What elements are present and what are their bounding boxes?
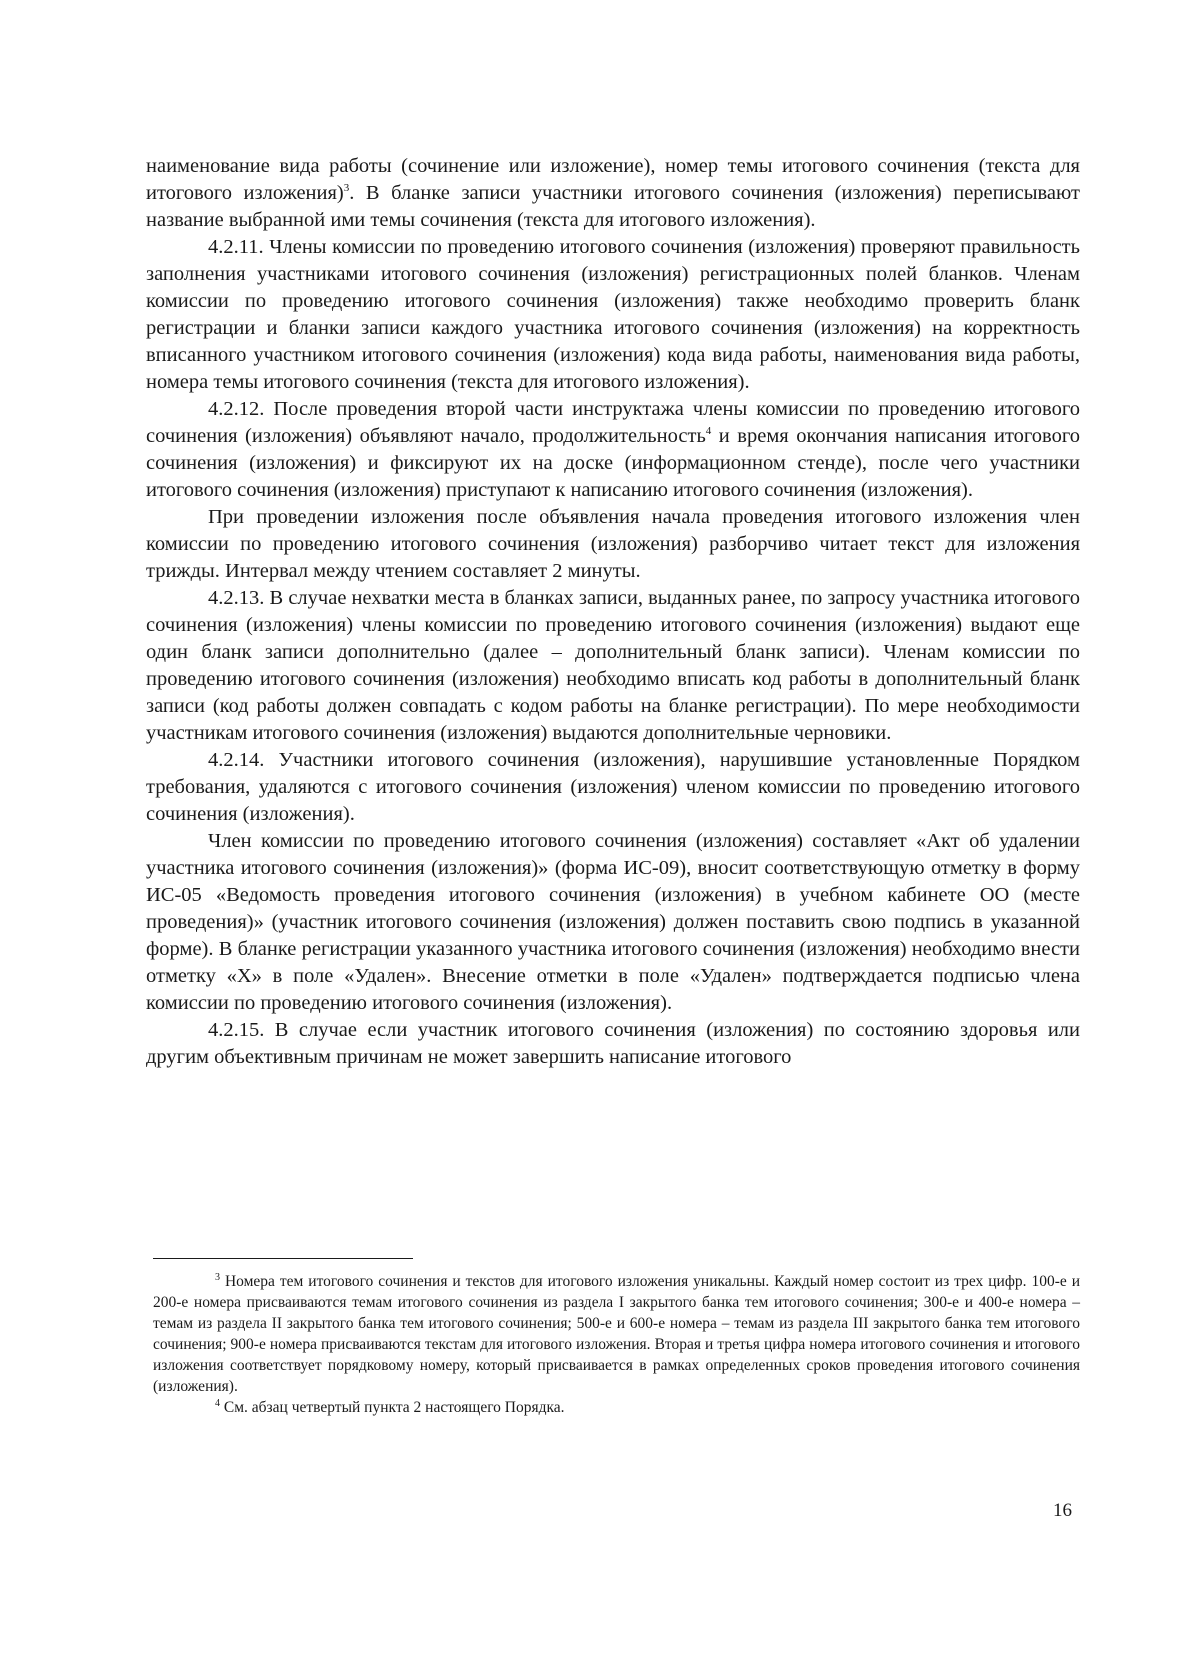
footnote-mark: 4 xyxy=(215,1397,220,1409)
footnote-ref-4: 4 xyxy=(705,425,712,438)
paragraph-text: 4.2.12. После проведения второй части инструктажа члены комиссии по проведению итогового сочинения (изложения) объявляют начало, продолжительность xyxy=(146,398,1080,447)
main-text xyxy=(146,153,1080,1071)
paragraph-1 xyxy=(146,153,1080,234)
footnote-4 xyxy=(153,1397,1080,1418)
page-number: 16 xyxy=(1053,1500,1072,1521)
footnote-ref-3: 3 xyxy=(343,182,350,195)
paragraph-text: . В бланке записи участники итогового сочинения (изложения) переписывают название выбранной ими темы сочинения (текста для итогового изложения). xyxy=(146,182,1080,231)
footnotes xyxy=(153,1271,1080,1418)
footnote-mark: 3 xyxy=(215,1271,220,1283)
footnote-3 xyxy=(153,1271,1080,1397)
paragraph-dictation: При проведении изложения после объявления начала проведения итогового изложения член комиссии по проведению итогового сочинения (изложения) разборчиво читает текст для изложения трижды. Интервал между чтением составляет 2 минуты. xyxy=(146,506,1080,582)
footnote-text: Номера тем итогового сочинения и текстов для итогового изложения уникальны. Каждый номер состоит из трех цифр. 100-е и 200-е номера присваиваются темам итогового сочинения из раздела I закрытого банка тем итогового сочинения; 300-е и 400-е номера – темам из раздела II закрытого банка тем итогового сочинения; 500-е и 600-е номера – темам из раздела III закрытого банка тем итогового сочинения; 900-е номера присваиваются текстам для итогового изложения. Вторая и третья цифра номера итогового сочинения и итогового изложения соответствует порядковому номеру, который присваивается в рамках определенных сроков проведения итогового сочинения (изложения). xyxy=(153,1273,1080,1395)
paragraph-removal-act: Член комиссии по проведению итогового сочинения (изложения) составляет «Акт об удалении участника итогового сочинения (изложения)» (форма ИС-09), вносит соответствующую отметку в форму ИС-05 «Ведомость проведения итогового сочинения (изложения) в учебном кабинете ОО (месте проведения)» (участник итогового сочинения (изложения) должен поставить свою подпись в указанной форме). В бланке регистрации указанного участника итогового сочинения (изложения) необходимо внести отметку «Х» в поле «Удален». Внесение отметки в поле «Удален» подтверждается подписью члена комиссии по проведению итогового сочинения (изложения). xyxy=(146,830,1080,1014)
paragraph-4-2-14: 4.2.14. Участники итогового сочинения (изложения), нарушившие установленные Порядком требования, удаляются с итогового сочинения (изложения) членом комиссии по проведению итогового сочинения (изложения). xyxy=(146,749,1080,825)
paragraph-4-2-12 xyxy=(146,396,1080,504)
paragraph-4-2-13: 4.2.13. В случае нехватки места в бланках записи, выданных ранее, по запросу участника итогового сочинения (изложения) члены комиссии по проведению итогового сочинения (изложения) выдают еще один бланк записи дополнительно (далее – дополнительный бланк записи). Членам комиссии по проведению итогового сочинения (изложения) необходимо вписать код работы в дополнительный бланк записи (код работы должен совпадать с кодом работы на бланке регистрации). По мере необходимости участникам итогового сочинения (изложения) выдаются дополнительные черновики. xyxy=(146,587,1080,744)
paragraph-text: и время окончания написания итогового сочинения (изложения) и фиксируют их на доске (информационном стенде), после чего участники итогового сочинения (изложения) приступают к написанию итогового сочинения (изложения). xyxy=(146,425,1080,501)
paragraph-4-2-15: 4.2.15. В случае если участник итогового сочинения (изложения) по состоянию здоровья или другим объективным причинам не может завершить написание итогового xyxy=(146,1019,1080,1068)
footnote-text: См. абзац четвертый пункта 2 настоящего Порядка. xyxy=(220,1399,565,1416)
paragraph-text: наименование вида работы (сочинение или изложение), номер темы итогового сочинения (текста для итогового изложения) xyxy=(146,155,1080,204)
paragraph-4-2-11: 4.2.11. Члены комиссии по проведению итогового сочинения (изложения) проверяют правильность заполнения участниками итогового сочинения (изложения) регистрационных полей бланков. Членам комиссии по проведению итогового сочинения (изложения) также необходимо проверить бланк регистрации и бланки записи каждого участника итогового сочинения (изложения) на корректность вписанного участником итогового сочинения (изложения) кода вида работы, наименования вида работы, номера темы итогового сочинения (текста для итогового изложения). xyxy=(146,236,1080,393)
footnote-separator xyxy=(153,1258,413,1259)
